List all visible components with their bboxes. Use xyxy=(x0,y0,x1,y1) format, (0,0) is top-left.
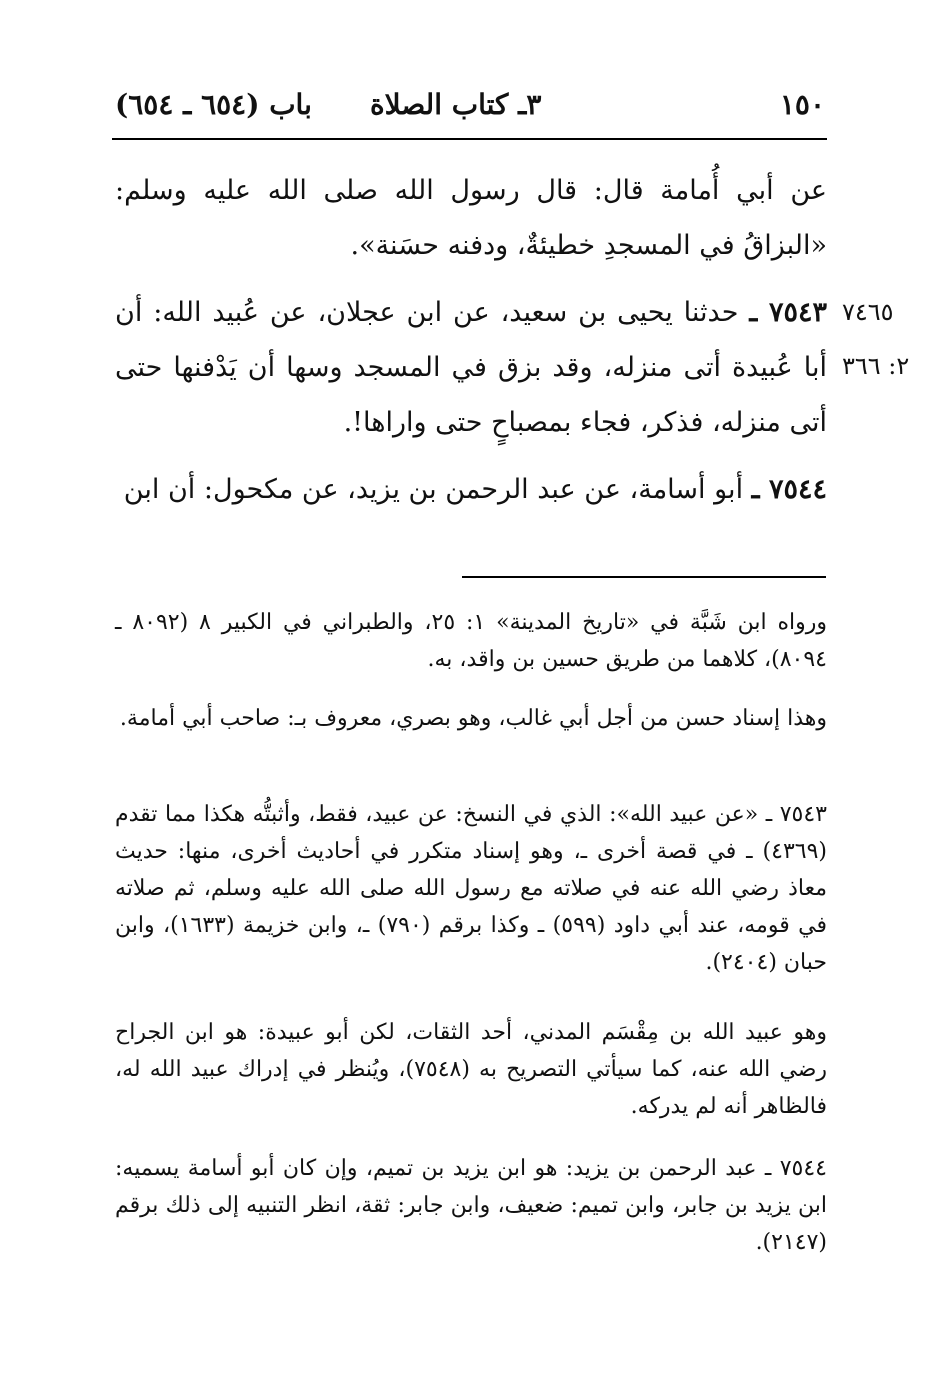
page-number: ١٥٠ xyxy=(779,88,825,121)
footnote-divider xyxy=(462,576,826,578)
footnote-2 xyxy=(115,700,827,737)
footnote-text: ورواه ابن شَبَّة في «تاريخ المدينة» ١: ٢٥، والطبراني في الكبير ٨ (٨٠٩٢ ـ ٨٠٩٤)، كلاهما من طريق حسين بن واقد، به. xyxy=(115,610,827,672)
footnote-1 xyxy=(115,604,827,678)
hadith-text: حدثنا يحيى بن سعيد، عن ابن عجلان، عن عُبيد الله: أن أبا عُبيدة أتى منزله، وقد بزق في المسجد وسها أن يَدْفنها حتى أتى منزله، فذكر، فجاء بمصباحٍ حتى واراها!. xyxy=(115,297,827,438)
margin-ref-edition: ٧٤٦٥ xyxy=(842,298,894,326)
chapter-range: باب (٦٥٤ ـ ٦٥٤) xyxy=(115,88,312,121)
hadith-continuation xyxy=(115,163,827,273)
header-divider xyxy=(112,138,827,140)
footnote-4 xyxy=(115,1014,827,1125)
margin-ref-volume-page: ٢: ٣٦٦ xyxy=(842,352,910,380)
footnote-5 xyxy=(115,1150,827,1261)
hadith-number: ٧٥٤٤ ـ xyxy=(751,474,827,505)
book-title: ٣ـ كتاب الصلاة xyxy=(370,88,542,121)
footnote-text: ٧٥٤٣ ـ «عن عبيد الله»: الذي في النسخ: عن عبيد، فقط، وأثبتُّه هكذا مما تقدم (٤٣٦٩) ـ في قصة أخرى ـ، وهو إسناد متكرر في أحاديث أخرى، منها: حديث معاذ رضي الله عنه في صلاته مع رسول الله صلى الله عليه وسلم، ثم صلاته في قومه، عند أبي داود (٥٩٩) ـ وكذا برقم (٧٩٠) ـ، وابن خزيمة (١٦٣٣)، وابن حبان (٢٤٠٤). xyxy=(115,802,827,975)
hadith-7543 xyxy=(115,285,827,450)
hadith-text: عن أبي أُمامة قال: قال رسول الله صلى الله عليه وسلم: «البزاقُ في المسجدِ خطيئةٌ، ودفنه حسَنة». xyxy=(115,175,827,261)
footnote-text: وهذا إسناد حسن من أجل أبي غالب، وهو بصري، معروف بـ: صاحب أبي أمامة. xyxy=(119,706,827,731)
hadith-7544 xyxy=(115,462,827,517)
hadith-text: أبو أسامة، عن عبد الرحمن بن يزيد، عن مكحول: أن ابن xyxy=(123,474,744,505)
hadith-number: ٧٥٤٣ ـ xyxy=(749,297,827,328)
footnote-text: وهو عبيد الله بن مِقْسَم المدني، أحد الثقات، لكن أبو عبيدة: هو ابن الجراح رضي الله عنه، كما سيأتي التصريح به (٧٥٤٨)، ويُنظر في إدراك عبيد الله له، فالظاهر أنه لم يدركه. xyxy=(115,1020,827,1119)
footnote-text: ٧٥٤٤ ـ عبد الرحمن بن يزيد: هو ابن يزيد بن تميم، وإن كان أبو أسامة يسميه: ابن يزيد بن جابر، وابن تميم: ضعيف، وابن جابر: ثقة، انظر التنبيه إلى ذلك برقم (٢١٤٧). xyxy=(115,1156,827,1255)
footnote-3 xyxy=(115,796,827,981)
